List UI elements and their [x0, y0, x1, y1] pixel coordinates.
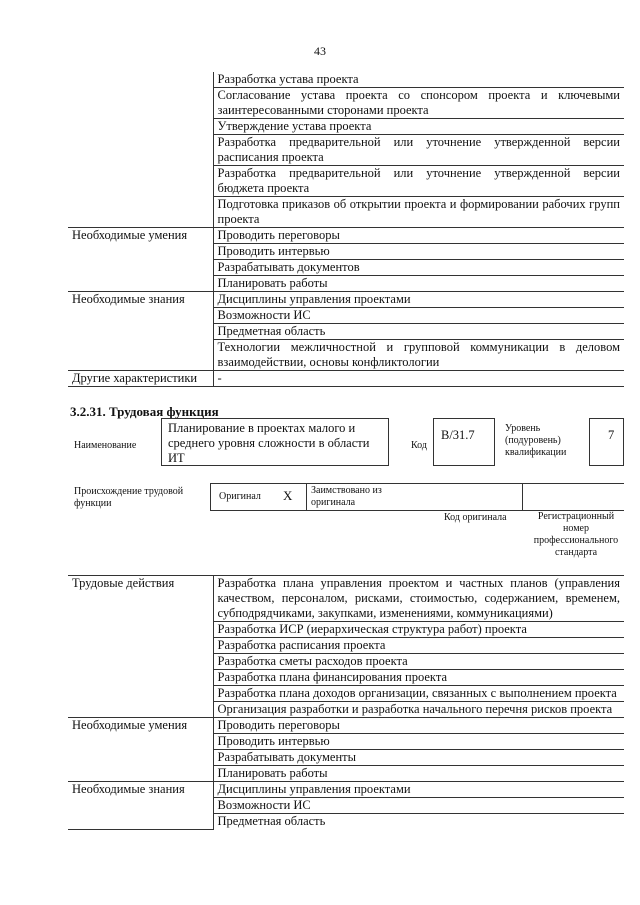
- row-item: Предметная область: [213, 814, 624, 830]
- row-label: Необходимые знания: [68, 292, 213, 371]
- row-item: Разработка плана управления проектом и частных планов (управления качеством, персоналом, рисками, стоимостью, содержанием, временем, субподрядчиками, закупками, изменениями, коммуникациями): [213, 576, 624, 622]
- level-box: [589, 418, 624, 466]
- table-row: [68, 371, 624, 387]
- code-label: Код: [411, 440, 427, 451]
- row-item: Разработка предварительной или уточнение утвержденной версии расписания проекта: [213, 135, 624, 166]
- row-item: Возможности ИС: [213, 798, 624, 814]
- row-label: Другие характеристики: [68, 371, 213, 387]
- name-value: Планирование в проектах малого и среднего уровня сложности в области ИТ: [168, 421, 370, 465]
- name-box: [161, 418, 389, 466]
- row-item: Проводить интервью: [213, 244, 624, 260]
- row-item: Утверждение устава проекта: [213, 119, 624, 135]
- row-item: Разработка предварительной или уточнение утвержденной версии бюджета проекта: [213, 166, 624, 197]
- original-mark: X: [283, 488, 293, 503]
- borrowed-label: Заимствовано из оригинала: [311, 485, 382, 508]
- row-item: Дисциплины управления проектами: [213, 782, 624, 798]
- name-label: Наименование: [74, 440, 137, 451]
- row-item: Планировать работы: [213, 766, 624, 782]
- level-value: 7: [608, 428, 615, 442]
- table-row: [68, 72, 624, 88]
- row-item: Проводить интервью: [213, 734, 624, 750]
- row-item: Разрабатывать документов: [213, 260, 624, 276]
- row-item: Дисциплины управления проектами: [213, 292, 624, 308]
- table-row: [68, 718, 624, 734]
- row-label: [68, 72, 213, 228]
- row-label: Необходимые умения: [68, 718, 213, 782]
- row-item: Разрабатывать документы: [213, 750, 624, 766]
- level-label: Уровень (подуровень) квалификации: [505, 423, 567, 458]
- table-row: [68, 292, 624, 308]
- bottom-table: [68, 575, 624, 830]
- code-box: [433, 418, 495, 466]
- table-row: [68, 576, 624, 622]
- row-item: Разработка ИСР (иерархическая структура работ) проекта: [213, 622, 624, 638]
- code-value: B/31.7: [441, 428, 475, 442]
- row-item: Проводить переговоры: [213, 718, 624, 734]
- row-item: -: [213, 371, 624, 387]
- page-number: 43: [314, 44, 326, 58]
- row-item: Разработка сметы расходов проекта: [213, 654, 624, 670]
- row-item: Согласование устава проекта со спонсором проекта и ключевыми заинтересованными сторонами проекта: [213, 88, 624, 119]
- row-label: Необходимые знания: [68, 782, 213, 830]
- row-item: Проводить переговоры: [213, 228, 624, 244]
- section-heading: 3.2.31. Трудовая функция: [70, 404, 219, 419]
- code-original-caption: Код оригинала: [444, 512, 507, 523]
- row-item: Предметная область: [213, 324, 624, 340]
- table-row: [68, 228, 624, 244]
- original-label: Оригинал: [219, 491, 261, 502]
- row-item: Планировать работы: [213, 276, 624, 292]
- row-item: Возможности ИС: [213, 308, 624, 324]
- table-row: [68, 782, 624, 798]
- registration-number-caption: Регистрационный номер профессионального стандарта: [533, 511, 619, 558]
- row-item: Технологии межличностной и групповой коммуникации в деловом взаимодействии, основы конфликтологии: [213, 340, 624, 371]
- row-item: Подготовка приказов об открытии проекта и формировании рабочих групп проекта: [213, 197, 624, 228]
- row-item: Разработка расписания проекта: [213, 638, 624, 654]
- row-item: Разработка плана доходов организации, связанных с выполнением проекта: [213, 686, 624, 702]
- row-label: Трудовые действия: [68, 576, 213, 718]
- row-item: Организация разработки и разработка начального перечня рисков проекта: [213, 702, 624, 718]
- row-label: Необходимые умения: [68, 228, 213, 292]
- top-table: [68, 72, 624, 387]
- row-item: Разработка плана финансирования проекта: [213, 670, 624, 686]
- origin-label: Происхождение трудовой функции: [74, 486, 184, 509]
- row-item: Разработка устава проекта: [213, 72, 624, 88]
